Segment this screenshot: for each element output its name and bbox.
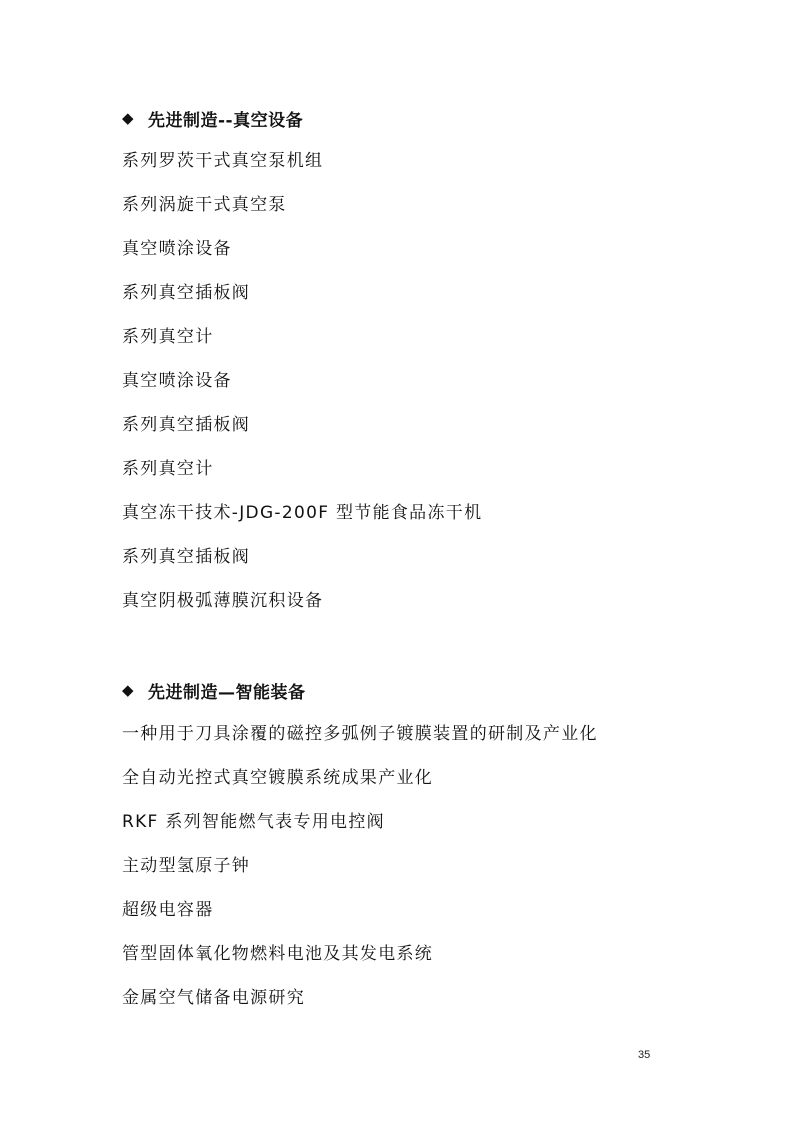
list-item: 真空阴极弧薄膜沉积设备 bbox=[122, 591, 324, 611]
list-item: RKF 系列智能燃气表专用电控阀 bbox=[122, 812, 385, 832]
diamond-bullet-icon: ◆ bbox=[122, 109, 135, 127]
section-title: 先进制造—智能装备 bbox=[148, 682, 306, 703]
section-title: 先进制造--真空设备 bbox=[148, 110, 304, 131]
list-item: 管型固体氧化物燃料电池及其发电系统 bbox=[122, 944, 434, 964]
list-item: 金属空气储备电源研究 bbox=[122, 988, 305, 1008]
list-item: 主动型氢原子钟 bbox=[122, 856, 251, 876]
diamond-bullet-icon: ◆ bbox=[122, 681, 135, 699]
list-item: 一种用于刀具涂覆的磁控多弧例子镀膜装置的研制及产业化 bbox=[122, 724, 598, 744]
list-item: 系列真空插板阀 bbox=[122, 415, 251, 435]
list-item: 真空喷涂设备 bbox=[122, 371, 232, 391]
list-item: 真空喷涂设备 bbox=[122, 239, 232, 259]
list-item: 系列真空插板阀 bbox=[122, 283, 251, 303]
section-heading-intelligent-equipment bbox=[122, 678, 306, 702]
list-item: 系列真空插板阀 bbox=[122, 547, 251, 567]
page-number: 35 bbox=[638, 1049, 651, 1061]
list-item: 系列涡旋干式真空泵 bbox=[122, 195, 287, 215]
list-item: 超级电容器 bbox=[122, 900, 214, 920]
section-heading-vacuum-equipment bbox=[122, 106, 303, 130]
list-item: 系列罗茨干式真空泵机组 bbox=[122, 151, 324, 171]
list-item: 系列真空计 bbox=[122, 327, 214, 347]
list-item: 全自动光控式真空镀膜系统成果产业化 bbox=[122, 768, 434, 788]
list-item: 系列真空计 bbox=[122, 459, 214, 479]
list-item: 真空冻干技术-JDG-200F 型节能食品冻干机 bbox=[122, 503, 483, 523]
